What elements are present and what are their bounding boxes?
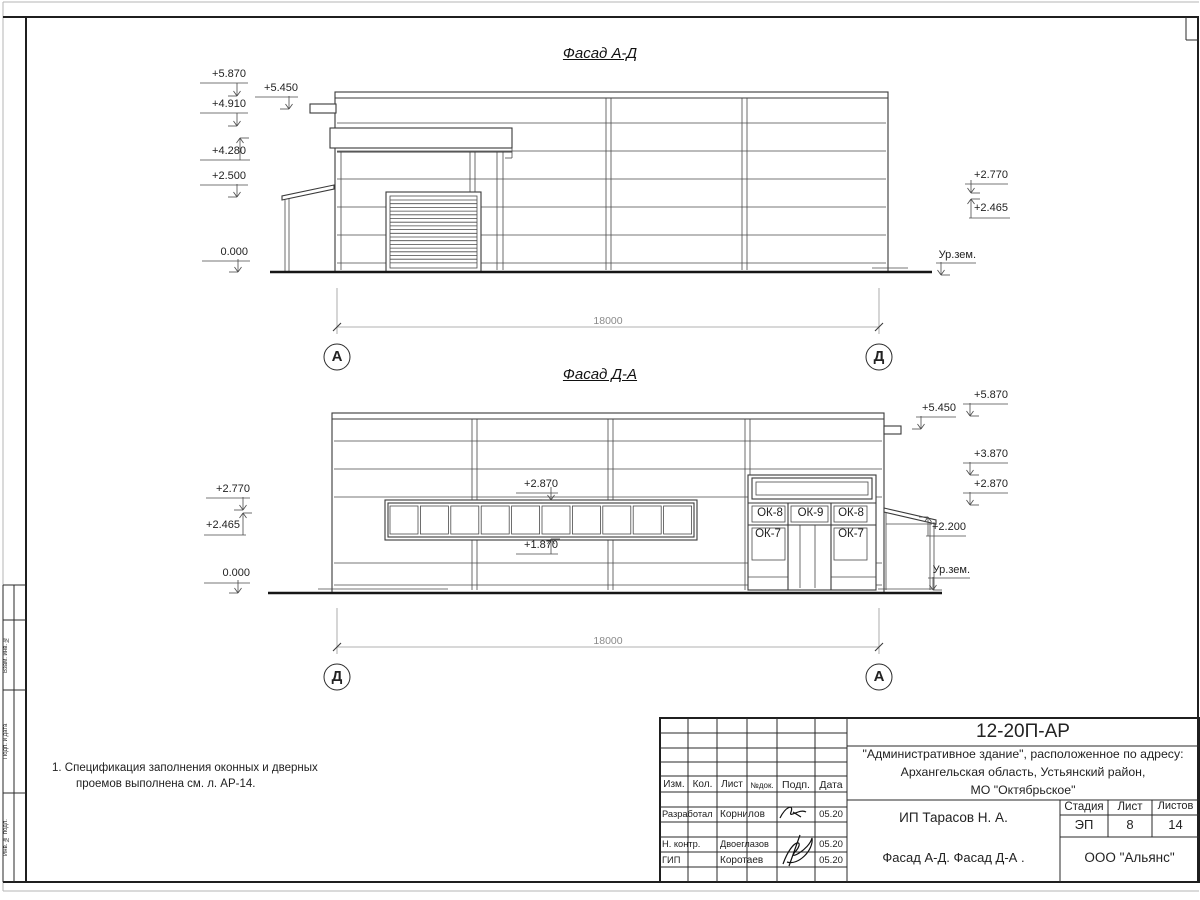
- elevation-label: +2.465: [206, 519, 240, 531]
- side-stamp-label: Взам. инв. №: [3, 636, 9, 674]
- ground-level-label: Ур.зем.: [932, 564, 970, 576]
- stage-label: Стадия: [1064, 801, 1104, 813]
- dimension-value: 18000: [593, 315, 623, 327]
- window-tag: ОК-7: [755, 528, 781, 540]
- axis-bubble-label: Д: [873, 348, 885, 365]
- side-stamp-label: Инв. № подл.: [3, 819, 9, 856]
- tb-date: 05.20: [819, 809, 843, 820]
- tb-col-data: Дата: [819, 779, 843, 791]
- window-tag: ОК-7: [838, 528, 864, 540]
- note-line-1: 1. Спецификация заполнения оконных и дверных: [52, 762, 318, 774]
- sheets-label: Листов: [1157, 800, 1194, 812]
- tb-col-izm: Изм.: [663, 779, 685, 790]
- tb-role: ГИП: [662, 855, 681, 865]
- facade-ad-title: Фасад А-Д: [562, 45, 638, 62]
- sheet-title: Фасад А-Д. Фасад Д-А .: [882, 850, 1025, 865]
- elevation-label: +2.770: [216, 483, 250, 495]
- elevation-label: +5.870: [974, 389, 1008, 401]
- dimension-value: 18000: [593, 635, 623, 647]
- elevation-label: +5.870: [212, 68, 246, 80]
- window-tag: ОК-9: [797, 507, 824, 519]
- project-name-line-2: Архангельская область, Устьянский район,: [900, 765, 1146, 779]
- tb-col-kol: Кол.: [692, 779, 713, 790]
- tb-col-list: Лист: [721, 779, 743, 790]
- side-stamp-label: Подп. и дата: [3, 723, 9, 760]
- tb-role: Разработал: [662, 809, 713, 819]
- elevation-label: +3.870: [974, 448, 1008, 460]
- sheets-total: 14: [1168, 817, 1183, 832]
- ground-level-label: Ур.зем.: [938, 249, 976, 261]
- sheet-label: Лист: [1117, 801, 1143, 813]
- tb-role: Н. контр.: [662, 839, 701, 849]
- elevation-label: +2.500: [212, 170, 246, 182]
- elevation-label: +2.200: [932, 521, 966, 533]
- client-name: ИП Тарасов Н. А.: [899, 810, 1008, 825]
- tb-name: Двоеглазов: [720, 839, 769, 849]
- axis-bubble-label: А: [873, 668, 885, 685]
- tb-col-ndok: №док.: [750, 781, 774, 790]
- document-number: 12-20П-АР: [976, 721, 1070, 742]
- tb-col-podp: Подп.: [782, 779, 810, 791]
- stage-value: ЭП: [1074, 817, 1094, 832]
- elevation-label: 0.000: [220, 246, 248, 258]
- axis-bubble-label: Д: [331, 668, 343, 685]
- elevation-label: +2.870: [974, 478, 1008, 490]
- window-tag: ОК-8: [757, 507, 783, 519]
- tb-name: Корнилов: [720, 809, 765, 820]
- elevation-label: +4.280: [212, 145, 246, 157]
- sheet-number: 8: [1126, 817, 1134, 832]
- window-tag: ОК-8: [838, 507, 864, 519]
- elevation-label: +5.450: [922, 402, 956, 414]
- elevation-label: +2.770: [974, 169, 1008, 181]
- elevation-label: +5.450: [264, 82, 298, 94]
- tb-date: 05.20: [819, 855, 843, 866]
- facade-da-title: Фасад Д-А: [562, 366, 638, 383]
- company-name: ООО "Альянс": [1084, 850, 1175, 865]
- tb-date: 05.20: [819, 839, 843, 850]
- elevation-label: +2.870: [524, 478, 558, 490]
- elevation-label: +1.870: [524, 539, 558, 551]
- project-name-line-3: МО "Октябрьское": [970, 783, 1076, 797]
- note-line-2: проемов выполнена см. л. АР-14.: [76, 778, 256, 790]
- tb-name: Коротаев: [720, 855, 764, 866]
- elevation-label: 0.000: [222, 567, 250, 579]
- elevation-label: +4.910: [212, 98, 246, 110]
- elevation-label: +2.465: [974, 202, 1008, 214]
- project-name-line-1: "Административное здание", расположенное по адресу:: [862, 747, 1184, 761]
- axis-bubble-label: А: [331, 348, 343, 365]
